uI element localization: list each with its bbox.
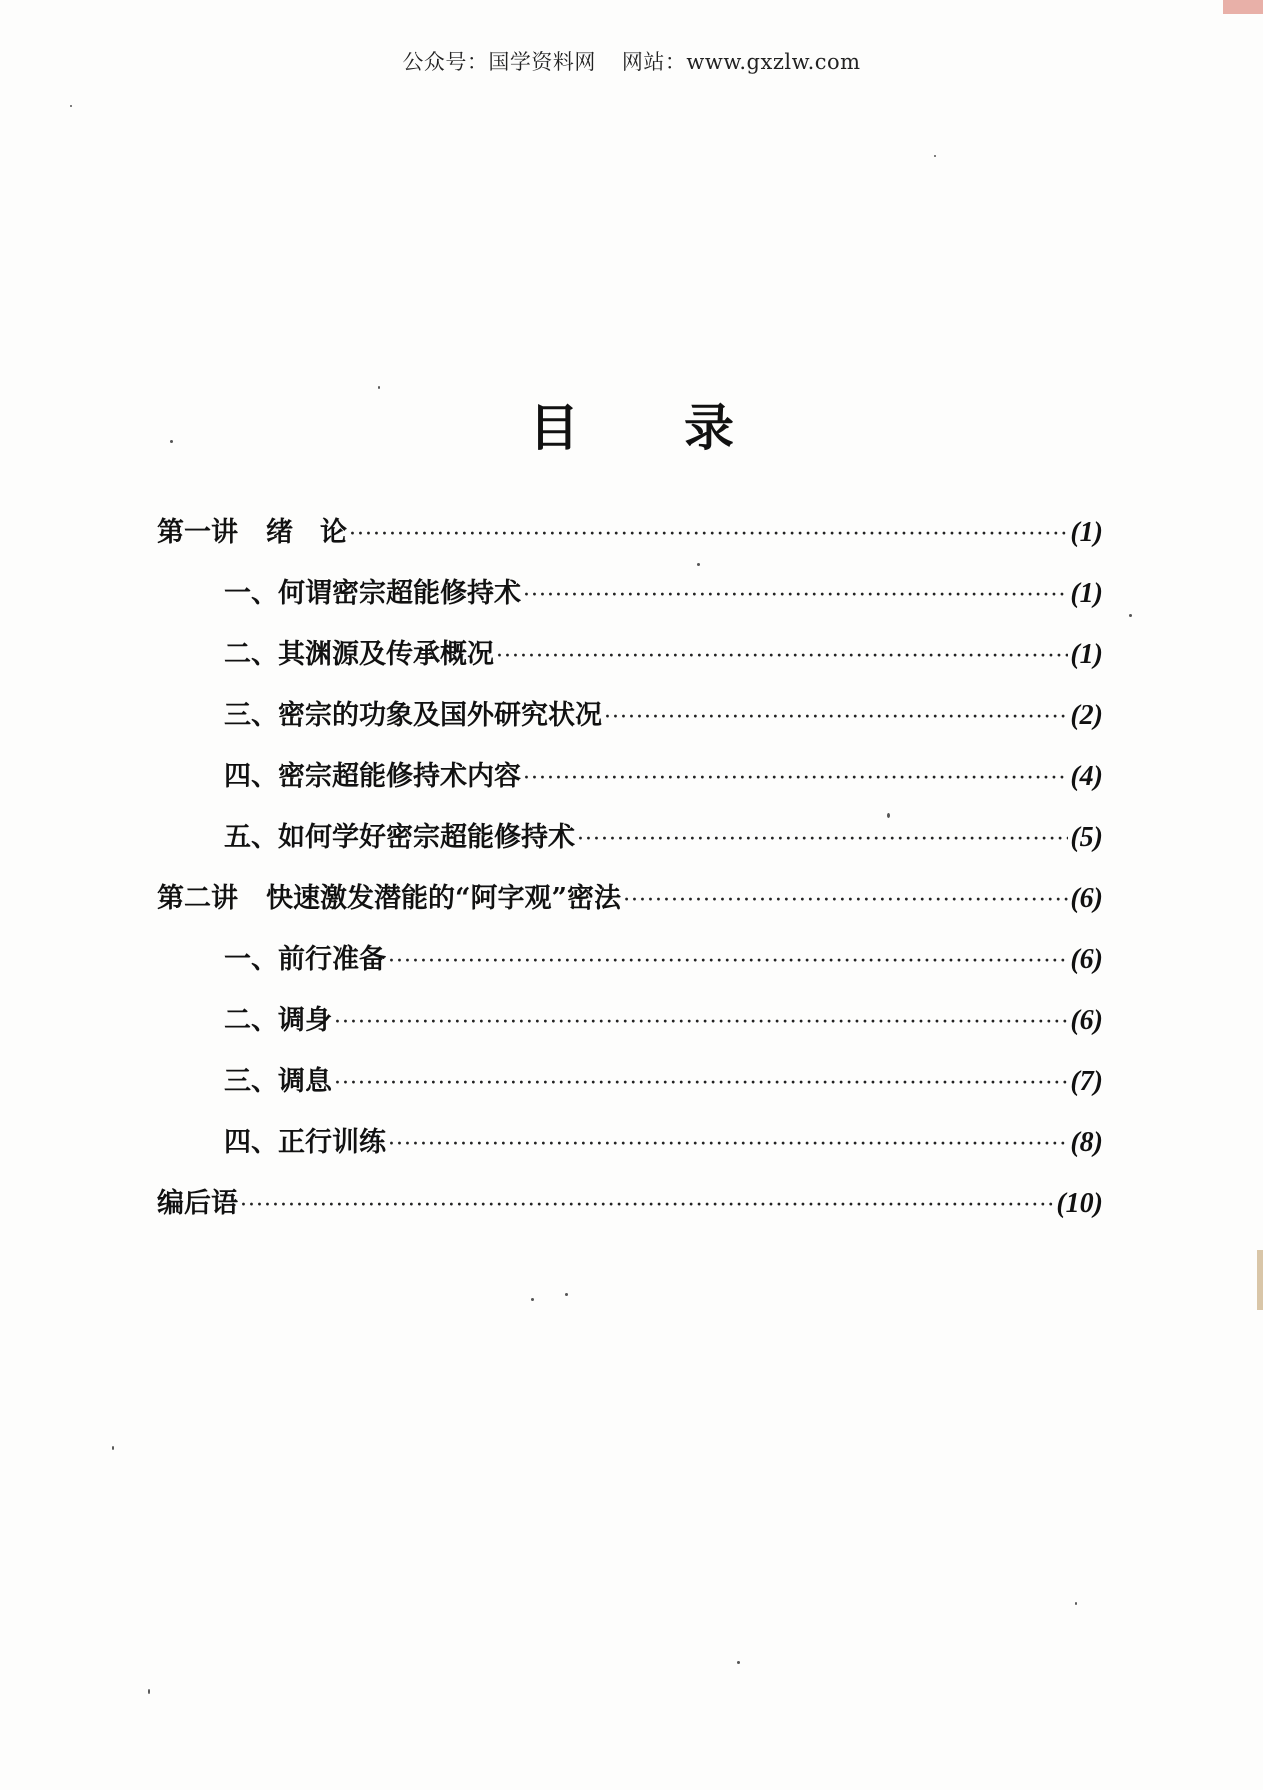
- scan-speck: [378, 386, 380, 389]
- scan-edge-mark: [1223, 0, 1263, 14]
- toc-entry-label: 一、前行准备: [224, 944, 386, 975]
- toc-page-number: (2): [1070, 700, 1103, 731]
- leader-dots: [523, 576, 1068, 616]
- toc-entry-1-5: [224, 818, 1103, 858]
- leader-dots: [577, 820, 1068, 860]
- scan-speck: [70, 105, 72, 107]
- scan-edge-mark: [1257, 1250, 1263, 1310]
- toc-entry-label: 二、其渊源及传承概况: [224, 639, 494, 670]
- toc-entry-label: 第一讲: [157, 517, 238, 548]
- leader-dots: [388, 942, 1068, 982]
- leader-dots: [623, 881, 1068, 921]
- toc-entry-title: 绪 论: [266, 517, 347, 548]
- toc-entry-2-3: [224, 1062, 1103, 1102]
- leader-dots: [604, 698, 1068, 738]
- title-char-2: 录: [684, 398, 734, 457]
- header-website: 网站：www.gxzlw.com: [621, 50, 861, 74]
- header-account: 公众号：国学资料网: [402, 50, 596, 74]
- scan-speck: [148, 1689, 150, 1694]
- leader-dots: [523, 759, 1068, 799]
- leader-dots: [388, 1125, 1068, 1165]
- leader-dots: [334, 1003, 1068, 1043]
- toc-entry-label: 第二讲: [157, 883, 238, 914]
- toc-page-number: (6): [1070, 1005, 1103, 1036]
- scan-speck: [170, 440, 173, 443]
- toc-entry-label: 三、密宗的功象及国外研究状况: [224, 700, 602, 731]
- toc-page-number: (1): [1070, 517, 1103, 548]
- toc-page-number: (6): [1070, 944, 1103, 975]
- scan-speck: [887, 813, 890, 818]
- scan-speck: [1075, 1602, 1077, 1605]
- toc-page-number: (10): [1056, 1188, 1103, 1219]
- toc-entry-2-1: [224, 940, 1103, 980]
- leader-dots: [240, 1186, 1054, 1226]
- leader-dots: [496, 637, 1068, 677]
- toc-entry-label: 二、调身: [224, 1005, 332, 1036]
- toc-entry-1-3: [224, 696, 1103, 736]
- toc-entry-title: 快速激发潜能的“阿字观”密法: [266, 883, 622, 914]
- toc-entry-lecture-1: [157, 513, 1103, 553]
- toc-page-number: (1): [1070, 639, 1103, 670]
- toc-entry-label: 四、密宗超能修持术内容: [224, 761, 521, 792]
- scan-speck: [697, 563, 700, 566]
- scan-speck: [934, 155, 936, 157]
- scan-speck: [112, 1446, 114, 1450]
- toc-page-number: (6): [1070, 883, 1103, 914]
- toc-entry-label: 编后语: [157, 1188, 238, 1219]
- toc-page-number: (5): [1070, 822, 1103, 853]
- toc-page-number: (4): [1070, 761, 1103, 792]
- toc-entry-label: 五、如何学好密宗超能修持术: [224, 822, 575, 853]
- leader-dots: [334, 1064, 1068, 1104]
- toc-entry-1-1: [224, 574, 1103, 614]
- toc-entry-2-4: [224, 1123, 1103, 1163]
- toc-entry-label: 三、调息: [224, 1066, 332, 1097]
- toc-entry-afterword: [157, 1184, 1103, 1224]
- title-char-1: 目: [529, 398, 579, 457]
- scan-speck: [1129, 614, 1132, 617]
- toc-entry-label: 四、正行训练: [224, 1127, 386, 1158]
- toc-page-number: (1): [1070, 578, 1103, 609]
- toc-page-number: (8): [1070, 1127, 1103, 1158]
- toc-entry-2-2: [224, 1001, 1103, 1041]
- leader-dots: [349, 515, 1068, 555]
- scan-speck: [531, 1298, 534, 1301]
- toc-page-number: (7): [1070, 1066, 1103, 1097]
- scan-speck: [565, 1293, 568, 1296]
- toc-entry-1-4: [224, 757, 1103, 797]
- toc-entry-label: 一、何谓密宗超能修持术: [224, 578, 521, 609]
- scan-speck: [737, 1661, 740, 1664]
- toc-entry-1-2: [224, 635, 1103, 675]
- toc-entry-lecture-2: [157, 879, 1103, 919]
